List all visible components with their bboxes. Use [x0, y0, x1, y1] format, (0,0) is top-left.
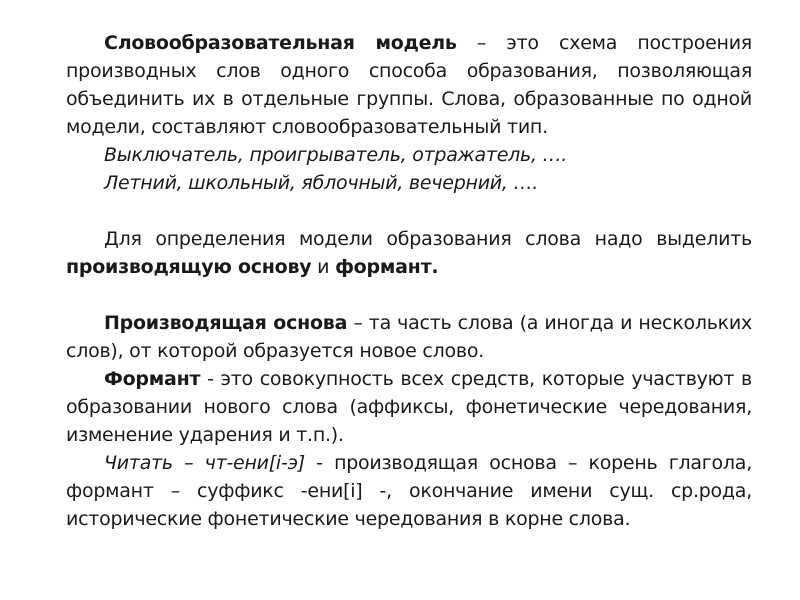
term-producing-stem-def: Производящая основа — [104, 312, 348, 334]
term-formant-def: Формант — [104, 368, 201, 390]
spacer — [66, 197, 752, 225]
example-line-nouns — [66, 141, 752, 169]
example-chitat: Читать – чт-ени[і-э] — [104, 452, 305, 474]
producing-stem-text: – та часть слова (а иногда и нескольких слов), от которой образуется новое слово. — [66, 312, 753, 362]
term-formant: формант. — [335, 256, 439, 278]
conjunction: и — [311, 256, 336, 278]
determination-text: Для определения модели образования слова надо выделить — [104, 228, 752, 250]
term-word-formation-model: Словообразовательная модель — [104, 32, 457, 54]
document-body — [66, 29, 752, 533]
paragraph-definition-model — [66, 29, 752, 141]
example-adjectives: Летний, школьный, яблочный, вечерний, …. — [104, 172, 539, 194]
paragraph-example-analysis — [66, 449, 752, 533]
spacer — [66, 281, 752, 309]
formant-text: - это совокупность всех средств, которые участвуют в образовании нового слова (аффиксы, фонетические чередования, изменение ударения и т.п.). — [66, 368, 752, 446]
example-line-adjectives — [66, 169, 752, 197]
paragraph-determination — [66, 225, 752, 281]
example-nouns: Выключатель, проигрыватель, отражатель, …. — [104, 144, 568, 166]
paragraph-formant — [66, 365, 752, 449]
analysis-text: - производящая основа – корень глагола, формант – суффикс -ени[і] -, окончание имени сущ. ср.рода, исторические фонетические чередования в корне слова. — [66, 452, 752, 530]
definition-text: – это схема построения производных слов одного способа образования, позволяющая объединить их в отдельные группы. Слова, образованные по одной модели, составляют словообразовательный тип. — [66, 32, 752, 138]
paragraph-producing-stem — [66, 309, 752, 365]
term-producing-stem: производящую основу — [66, 256, 312, 278]
